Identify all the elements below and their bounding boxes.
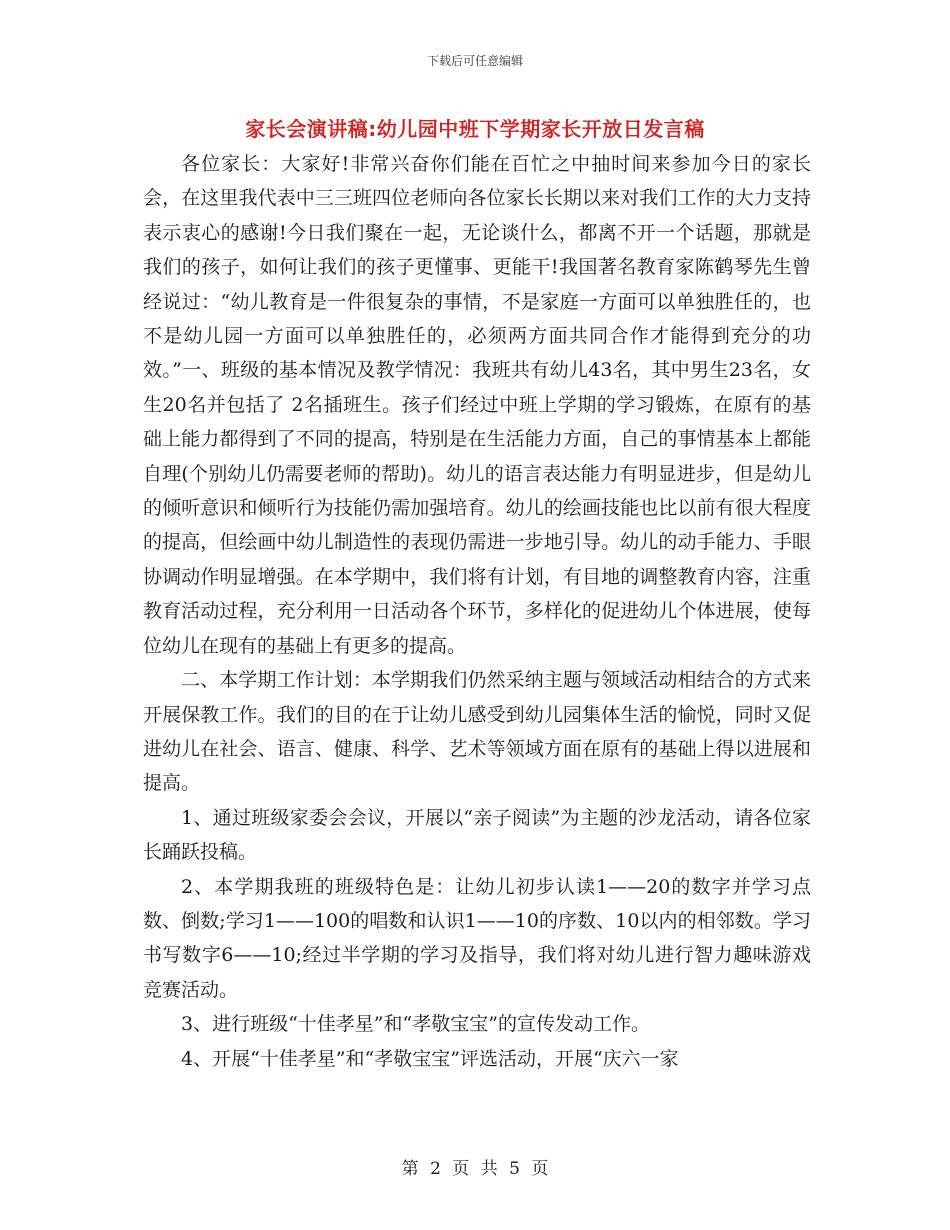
page-footer: 第 2 页 共 5 页	[401, 1159, 549, 1179]
paragraph-item-1: 1、通过班级家委会会议，开展以“亲子阅读”为主题的沙龙活动，请各位家长踊跃投稿。	[143, 806, 811, 864]
paragraph-item-4: 4、开展“十佳孝星”和“孝敬宝宝”评选活动，开展“庆六一家	[181, 1047, 679, 1070]
document-title: 家长会演讲稿:幼儿园中班下学期家长开放日发言稿	[245, 117, 705, 141]
document-body	[143, 147, 811, 1076]
header-note: 下载后可任意编辑	[426, 54, 523, 68]
paragraph-intro: 各位家长：大家好!非常兴奋你们能在百忙之中抽时间来参加今日的家长会，在这里我代表中三三班四位老师向各位家长长期以来对我们工作的大力支持表示衷心的感谢!今日我们聚在一起，无论谈什么，都离不开一个话题，那就是我们的孩子，如何让我们的孩子更懂事、更能干!我国著名教育家陈鹤琴先生曾经说过：“幼儿教育是一件很复杂的事情，不是家庭一方面可以单独胜任的，也不是幼儿园一方面可以单独胜任的，必须两方面共同合作才能得到充分的功效。”一、班级的基本情况及教学情况：我班共有幼儿43名，其中男生23名，女生20名并包括了 2名插班生。孩子们经过中班上学期的学习锻炼，在原有的基础上能力都得到了不同的提高，特别是在生活能力方面，自己的事情基本上都能自理(个别幼儿仍需要老师的帮助)。幼儿的语言表达能力有明显进步，但是幼儿的倾听意识和倾听行为技能仍需加强培育。幼儿的绘画技能也比以前有很大程度的提高，但绘画中幼儿制造性的表现仍需进一步地引导。幼儿的动手能力、手眼协调动作明显增强。在本学期中，我们将有计划，有目地的调整教育内容，注重教育活动过程，充分利用一日活动各个环节，多样化的促进幼儿个体进展，使每位幼儿在现有的基础上有更多的提高。	[143, 153, 811, 657]
paragraph-work-plan: 二、本学期工作计划：本学期我们仍然采纳主题与领域活动相结合的方式来开展保教工作。我们的目的在于让幼儿感受到幼儿园集体生活的愉悦，同时又促进幼儿在社会、语言、健康、科学、艺术等领域方面在原有的基础上得以进展和提高。	[143, 669, 811, 795]
paragraph-item-3: 3、进行班级“十佳孝星”和“孝敬宝宝”的宣传发动工作。	[181, 1013, 650, 1036]
paragraph-item-2: 2、本学期我班的班级特色是：让幼儿初步认读1——20的数字并学习点数、倒数;学习1——100的唱数和认识1——10的序数、10以内的相邻数。学习书写数字6——10;经过半学期的学习及指导，我们将对幼儿进行智力趣味游戏竞赛活动。	[143, 875, 811, 1001]
